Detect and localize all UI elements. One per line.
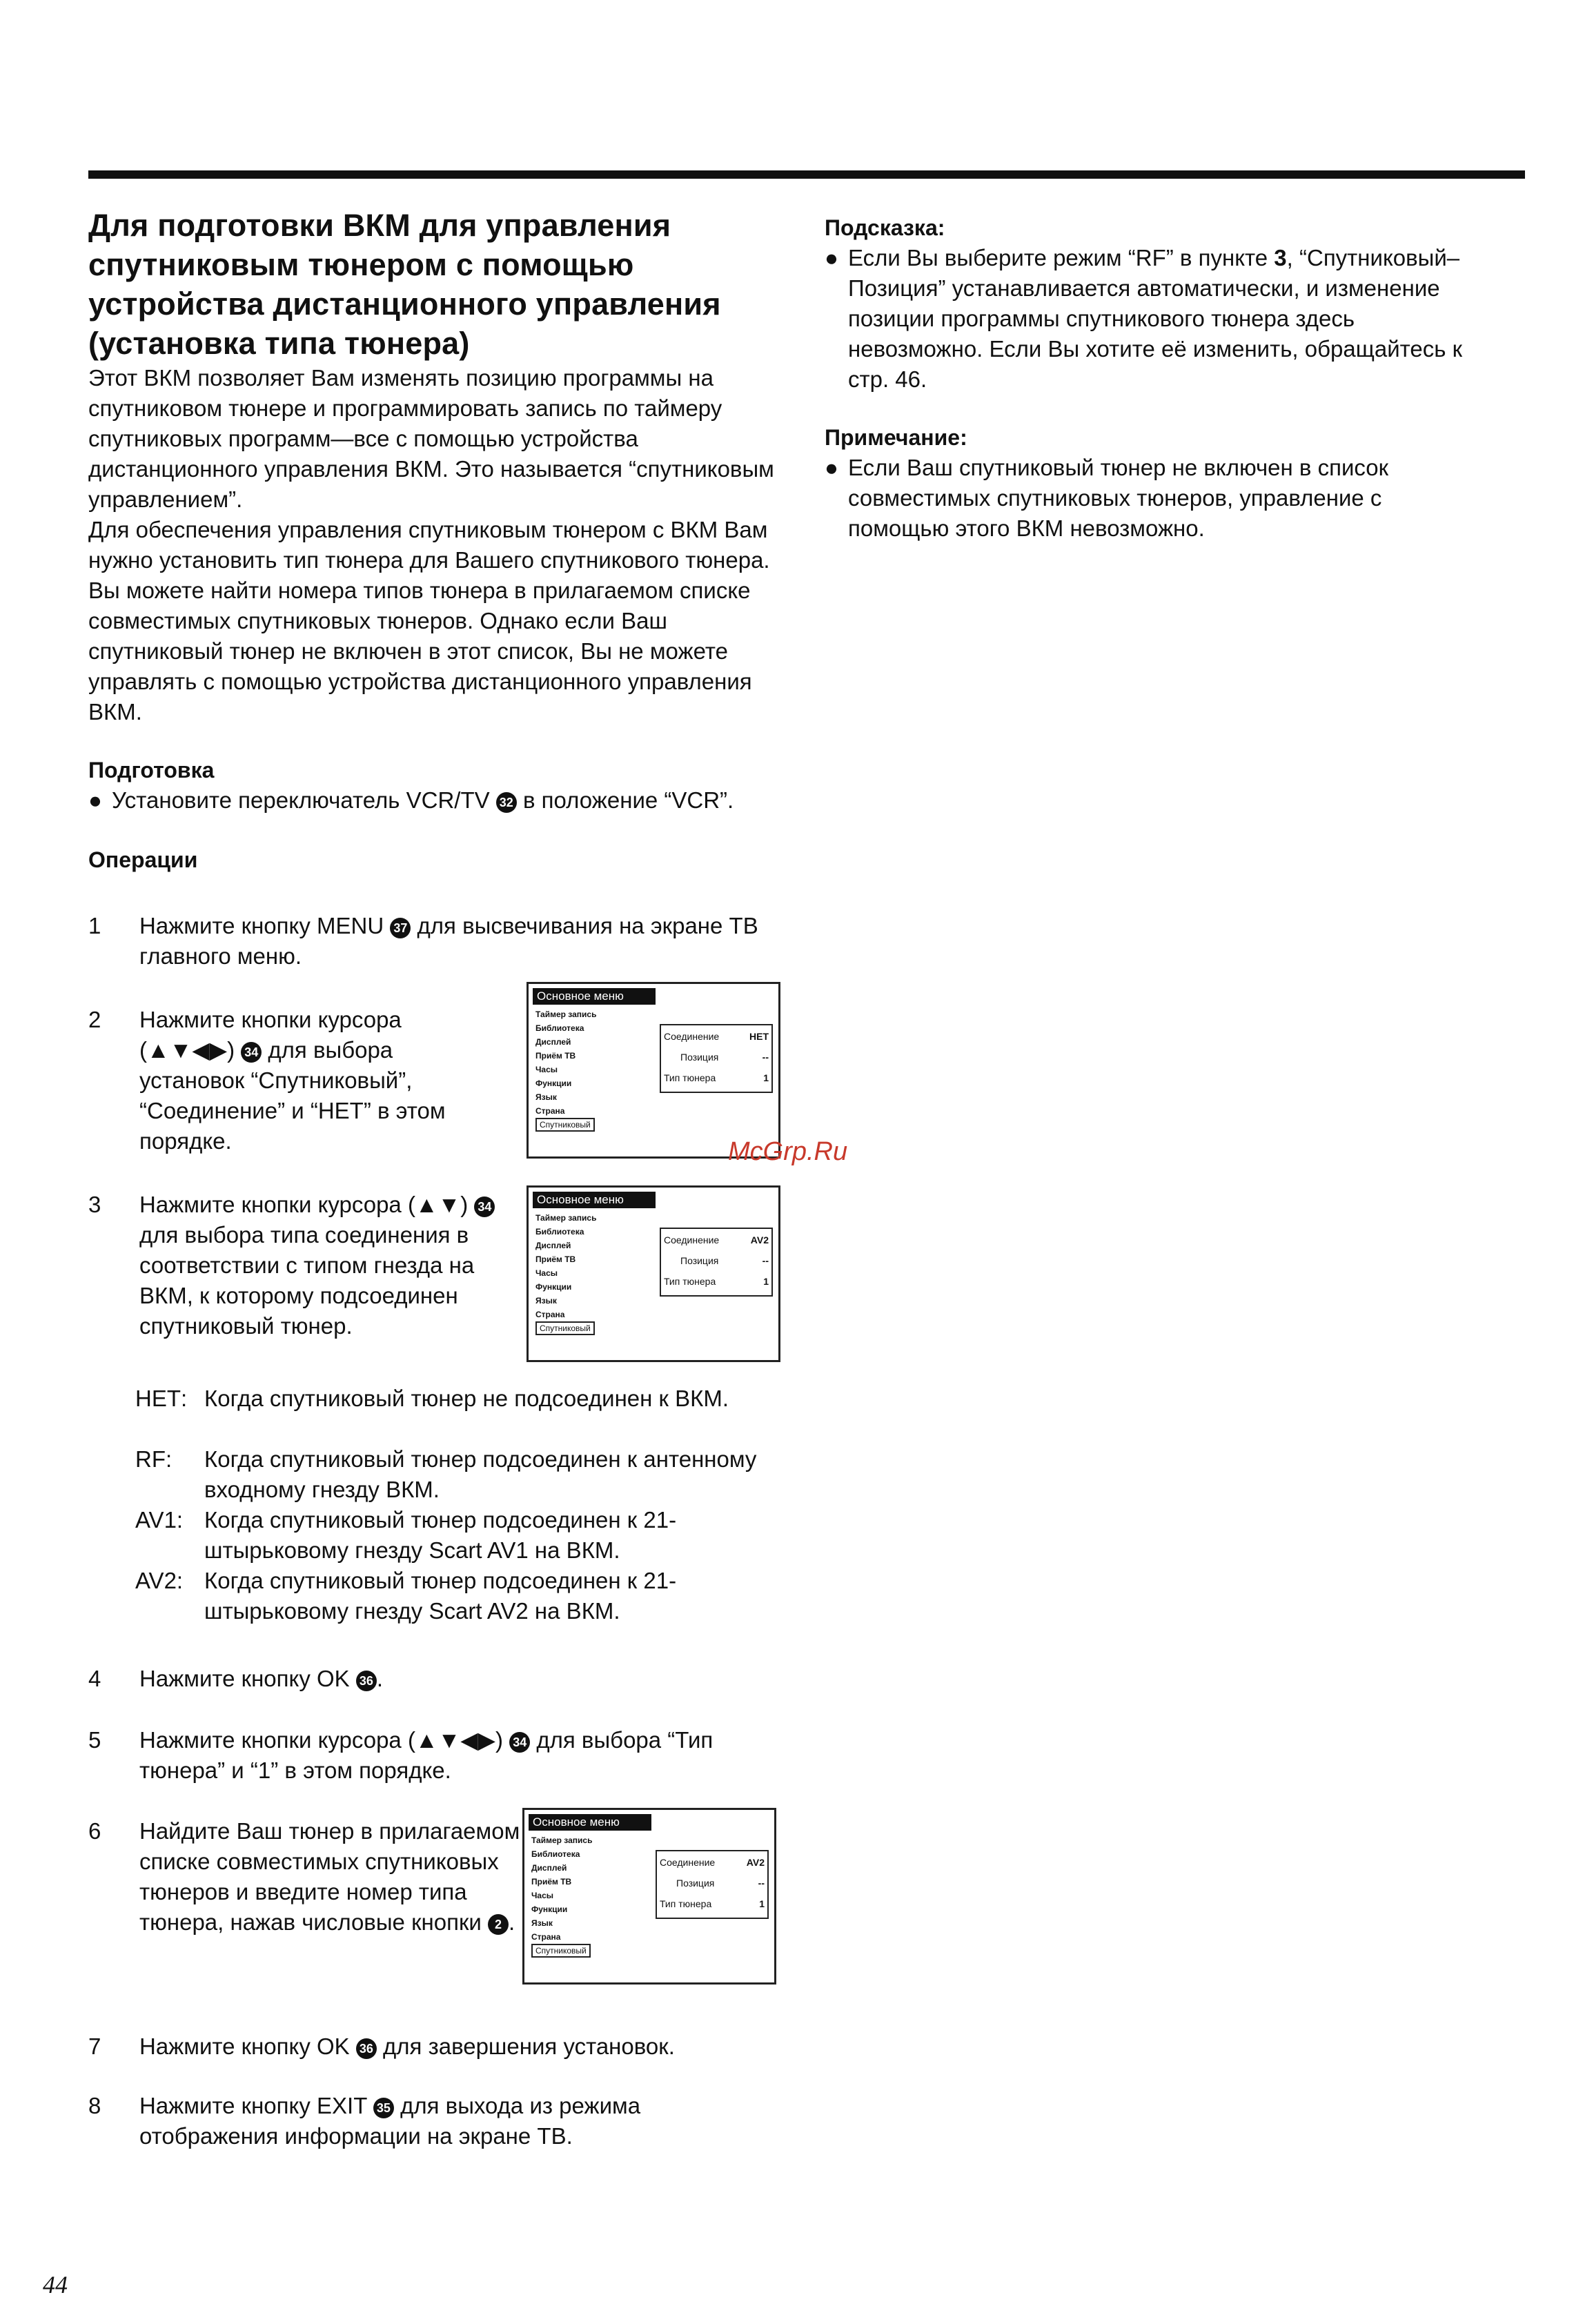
step-text — [139, 1005, 498, 1156]
step-text — [139, 1725, 774, 1786]
button-badge-icon: 37 — [390, 918, 411, 938]
button-badge-icon: 34 — [241, 1042, 262, 1063]
prep-text-b: в положение “VCR”. — [522, 787, 734, 813]
menu-screen-1 — [527, 982, 780, 1159]
menu-list — [535, 1211, 653, 1335]
panel-row-connection — [664, 1030, 769, 1043]
menu-item: Функции — [531, 1904, 568, 1914]
menu-item: Библиотека — [531, 1849, 580, 1859]
menu-item: Страна — [535, 1106, 565, 1116]
conn-value: Когда спутниковый тюнер подсоединен к 21-штырьковому гнезду Scart AV1 на ВКМ. — [204, 1507, 677, 1563]
conn-value: Когда спутниковый тюнер подсоединен к антенному входному гнезду ВКМ. — [204, 1446, 757, 1502]
menu-item-selected: Спутниковый — [535, 1118, 595, 1132]
menu-item: Таймер запись — [531, 1835, 593, 1845]
panel-label: Позиция — [676, 1878, 715, 1889]
conn-value: Когда спутниковый тюнер не подсоединен к ВКМ. — [204, 1386, 729, 1411]
menu-item: Язык — [535, 1296, 557, 1306]
button-badge-icon: 36 — [356, 1671, 377, 1691]
menu-item: Часы — [535, 1065, 558, 1074]
menu-item: Часы — [535, 1268, 558, 1278]
panel-label: Соединение — [660, 1857, 716, 1868]
top-rule — [88, 170, 1525, 179]
menu-item: Функции — [535, 1282, 572, 1292]
step-text-a: Найдите Ваш тюнер в прилагаемом списке совместимых спутниковых тюнеров и введите номер типа тюнера, нажав числовые кнопки — [139, 1818, 520, 1935]
sat-panel — [656, 1850, 769, 1919]
step-text-b: для выбора установок “Спутниковый”, “Соединение” и “НЕТ” в этом порядке. — [139, 1037, 446, 1154]
panel-label: Тип тюнера — [664, 1276, 716, 1287]
panel-label: Тип тюнера — [660, 1898, 712, 1909]
step-text-a: Нажмите кнопку OK — [139, 1666, 350, 1691]
panel-value: НЕТ — [749, 1031, 769, 1042]
menu-item: Приём ТВ — [531, 1877, 572, 1887]
prep-heading: Подготовка — [88, 758, 215, 782]
menu-screen-3 — [522, 1808, 776, 1985]
menu-item: Страна — [535, 1310, 565, 1319]
button-badge-icon: 34 — [474, 1197, 495, 1217]
conn-key: НЕТ: — [135, 1386, 188, 1411]
sat-panel — [660, 1024, 773, 1093]
panel-label: Соединение — [664, 1234, 720, 1245]
step-text-a: Нажмите кнопку EXIT — [139, 2093, 367, 2118]
step-text-b: . — [376, 1666, 384, 1691]
panel-value: 1 — [759, 1898, 765, 1909]
bullet-icon: ● — [825, 245, 838, 270]
conn-key: AV2: — [135, 1568, 184, 1593]
step-text — [139, 1816, 526, 1938]
menu-item: Приём ТВ — [535, 1254, 576, 1264]
step-number: 8 — [88, 2093, 101, 2118]
menu-item: Таймер запись — [535, 1010, 597, 1019]
panel-label: Соединение — [664, 1031, 720, 1042]
hint-text-b: , “Спутниковый–Позиция” устанавливается автоматически, и изменение позиции программы спутникового тюнера здесь невозможно. Если Вы хотите её изменить, обращайтесь к стр. 46. — [848, 245, 1463, 392]
panel-row-type — [660, 1897, 765, 1911]
note-text: Если Ваш спутниковый тюнер не включен в список совместимых спутниковых тюнеров, управление с помощью этого ВКМ невозможно. — [848, 455, 1389, 541]
hint-bullet — [825, 243, 1487, 395]
step-number: 1 — [88, 913, 101, 938]
menu-item: Страна — [531, 1932, 561, 1942]
step-number: 5 — [88, 1727, 101, 1753]
step-text-a: Нажмите кнопки курсора (▲▼◀▶) — [139, 1007, 402, 1063]
step-number: 6 — [88, 1818, 101, 1844]
menu-item: Таймер запись — [535, 1213, 597, 1223]
menu-list — [531, 1833, 649, 1958]
menu-item: Дисплей — [531, 1863, 567, 1873]
step-number: 2 — [88, 1007, 101, 1032]
prep-bullet — [88, 785, 785, 816]
step-text — [139, 2031, 774, 2062]
panel-label: Тип тюнера — [664, 1072, 716, 1083]
menu-item: Библиотека — [535, 1023, 584, 1033]
button-badge-icon: 34 — [509, 1732, 530, 1753]
intro-paragraph-2: Для обеспечения управления спутниковым тюнером с ВКМ Вам нужно установить тип тюнера для Вашего спутникового тюнера. Вы можете найти номера типов тюнера в прилагаемом списке совместимых спутниковых тюнеров. Однако если Ваш спутниковый тюнер не включен в этот список, Вы не можете управлять с помощью устройства дистанционного управления ВКМ. — [88, 517, 770, 725]
conn-key: RF: — [135, 1446, 173, 1472]
note-heading: Примечание: — [825, 425, 967, 450]
step-text — [139, 1190, 512, 1341]
panel-row-position — [664, 1050, 769, 1064]
step-text — [139, 911, 760, 972]
step-text-a: Нажмите кнопку OK — [139, 2034, 350, 2059]
bullet-icon: ● — [88, 787, 102, 813]
step-text-b: для выбора типа соединения в соответствии с типом гнезда на ВКМ, к которому подсоединен спутниковый тюнер. — [139, 1222, 475, 1339]
menu-screen-2 — [527, 1185, 780, 1362]
step-text-a: Нажмите кнопки курсора (▲▼) — [139, 1192, 469, 1217]
conn-value: Когда спутниковый тюнер подсоединен к 21-штырьковому гнезду Scart AV2 на ВКМ. — [204, 1568, 677, 1624]
button-badge-icon: 32 — [496, 792, 517, 813]
panel-value: -- — [762, 1052, 769, 1063]
page-number: 44 — [43, 2271, 68, 2298]
step-number: 4 — [88, 1666, 101, 1691]
step-text-b: для выхода из режима отображения информации на экране ТВ. — [139, 2093, 641, 2149]
step-text — [139, 2091, 760, 2151]
hint-heading: Подсказка: — [825, 215, 945, 240]
sat-panel — [660, 1228, 773, 1297]
panel-row-position — [660, 1876, 765, 1890]
step-text-b: для высвечивания на экране ТВ главного меню. — [139, 913, 758, 969]
step-text-b: . — [509, 1909, 515, 1935]
ops-heading: Операции — [88, 847, 198, 872]
note-bullet — [825, 453, 1487, 544]
intro-paragraph-1: Этот ВКМ позволяет Вам изменять позицию программы на спутниковом тюнере и программировать запись по таймеру спутниковых программ—все с помощью устройства дистанционного управления ВКМ. Это называется “спутниковым управлением”. — [88, 365, 774, 512]
step-text-a: Нажмите кнопки курсора (▲▼◀▶) — [139, 1727, 504, 1753]
panel-row-connection — [664, 1233, 769, 1247]
button-badge-icon: 35 — [373, 2098, 394, 2118]
step-text-a: Нажмите кнопку MENU — [139, 913, 384, 938]
panel-value: 1 — [763, 1276, 769, 1287]
button-badge-icon: 2 — [488, 1914, 509, 1935]
menu-item: Язык — [535, 1092, 557, 1102]
left-column — [88, 206, 785, 875]
hint-step-ref: 3 — [1274, 245, 1287, 270]
step-text — [139, 1664, 760, 1694]
panel-label: Позиция — [680, 1255, 719, 1266]
menu-item-selected: Спутниковый — [531, 1944, 591, 1958]
panel-row-position — [664, 1254, 769, 1268]
panel-label: Позиция — [680, 1052, 719, 1063]
menu-header: Основное меню — [529, 1814, 651, 1831]
panel-value: AV2 — [750, 1234, 769, 1245]
panel-value: 1 — [763, 1072, 769, 1083]
panel-value: -- — [758, 1878, 765, 1889]
menu-item: Дисплей — [535, 1241, 571, 1250]
step-text-b: для завершения установок. — [383, 2034, 675, 2059]
panel-value: AV2 — [746, 1857, 765, 1868]
step-number: 3 — [88, 1192, 101, 1217]
step-number: 7 — [88, 2034, 101, 2059]
menu-item: Язык — [531, 1918, 553, 1928]
panel-row-type — [664, 1071, 769, 1085]
menu-item: Приём ТВ — [535, 1051, 576, 1061]
right-column — [825, 213, 1487, 544]
menu-item: Дисплей — [535, 1037, 571, 1047]
button-badge-icon: 36 — [356, 2038, 377, 2059]
menu-header: Основное меню — [533, 1192, 656, 1208]
bullet-icon: ● — [825, 455, 838, 480]
prep-text-a: Установите переключатель VCR/TV — [112, 787, 490, 813]
menu-header: Основное меню — [533, 988, 656, 1005]
page-title: Для подготовки ВКМ для управления спутниковым тюнером с помощью устройства дистанционного управления (установка типа тюнера) — [88, 208, 721, 361]
panel-row-type — [664, 1274, 769, 1288]
watermark: McGrp.Ru — [728, 1137, 848, 1166]
conn-key: AV1: — [135, 1507, 184, 1533]
hint-text-a: Если Вы выберите режим “RF” в пункте — [848, 245, 1268, 270]
panel-value: -- — [762, 1255, 769, 1266]
menu-item: Функции — [535, 1079, 572, 1088]
step-text-b: для выбора “Тип тюнера” и “1” в этом порядке. — [139, 1727, 714, 1783]
panel-row-connection — [660, 1855, 765, 1869]
menu-list — [535, 1007, 653, 1132]
menu-item: Библиотека — [535, 1227, 584, 1237]
menu-item: Часы — [531, 1891, 554, 1900]
menu-item-selected: Спутниковый — [535, 1321, 595, 1335]
